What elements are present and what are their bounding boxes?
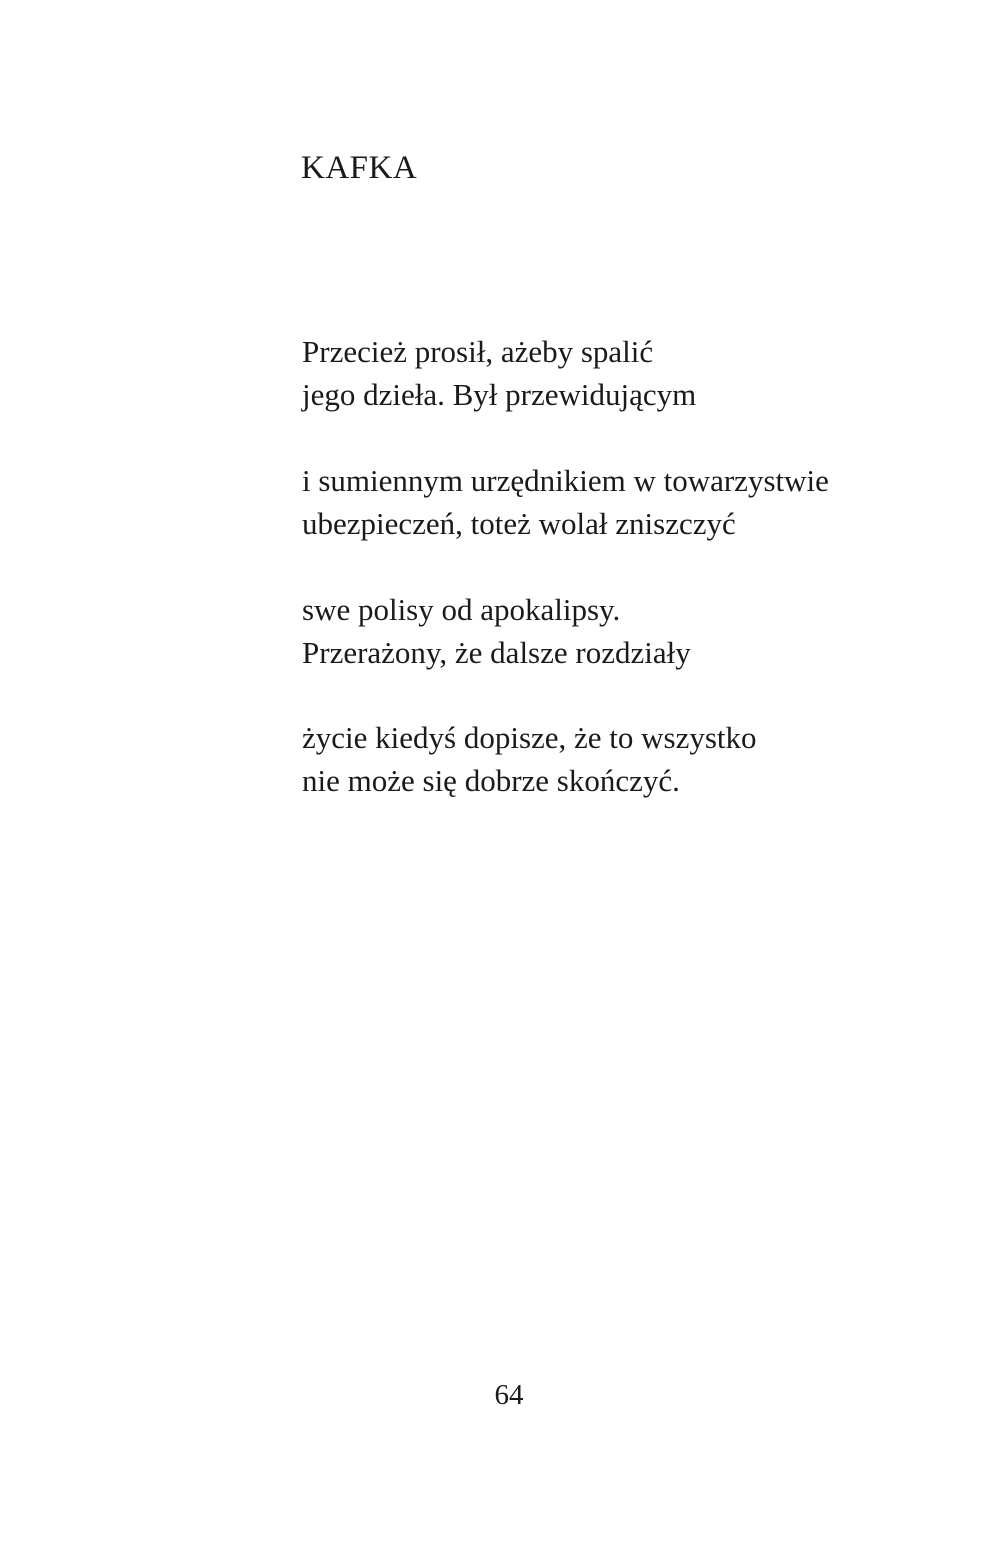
poem-line: Przerażony, że dalsze rozdziały xyxy=(302,635,691,670)
poem-line: swe polisy od apokalipsy. xyxy=(302,592,621,627)
stanza-3 xyxy=(302,588,691,674)
stanza-1 xyxy=(302,330,696,416)
poem-line: i sumiennym urzędnikiem w towarzystwie xyxy=(302,463,829,498)
stanza-2 xyxy=(302,459,829,545)
poem-title: KAFKA xyxy=(301,150,418,186)
poem-line: ubezpieczeń, toteż wolał zniszczyć xyxy=(302,506,736,541)
stanza-4 xyxy=(302,716,757,802)
poem-line: Przecież prosił, ażeby spalić xyxy=(302,334,654,369)
page-number: 64 xyxy=(494,1379,524,1411)
poem-line: nie może się dobrze skończyć. xyxy=(302,763,680,798)
poem-line: jego dzieła. Był przewidującym xyxy=(302,377,697,412)
poem-line: życie kiedyś dopisze, że to wszystko xyxy=(302,720,757,755)
